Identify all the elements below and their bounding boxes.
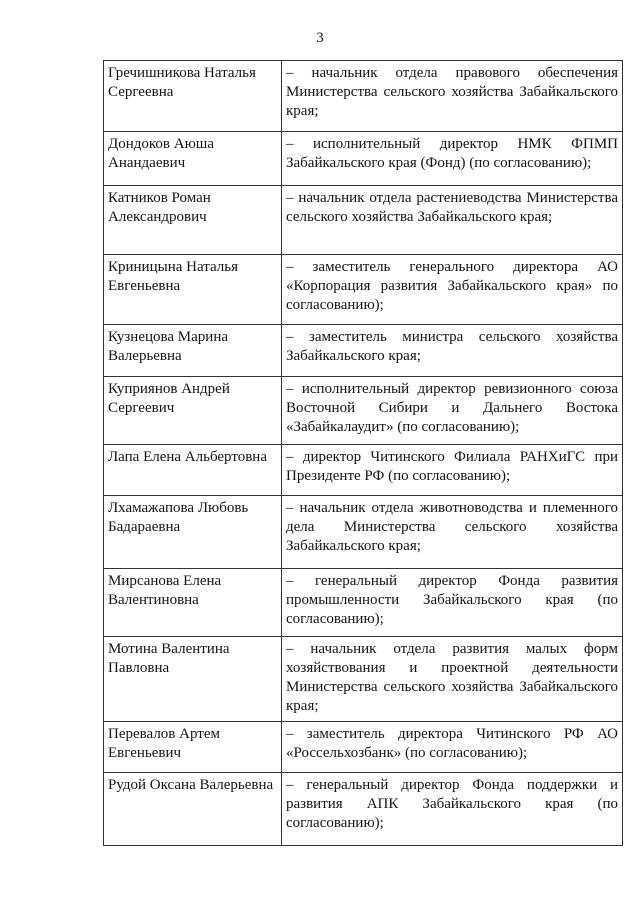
member-name: Гречишникова Наталья Сергеевна [104, 61, 282, 132]
member-role: – начальник отдела животноводства и племенного дела Министерства сельского хозяйства Забайкальского края; [282, 496, 623, 569]
member-role: – исполнительный директор ревизионного союза Восточной Сибири и Дальнего Востока «Забайкалаудит» (по согласованию); [282, 377, 623, 445]
table-row [104, 132, 623, 186]
member-role: – директор Читинского Филиала РАНХиГС при Президенте РФ (по согласованию); [282, 445, 623, 496]
table-row [104, 569, 623, 637]
member-name: Мирсанова Елена Валентиновна [104, 569, 282, 637]
table-row [104, 255, 623, 325]
member-role: – начальник отдела развития малых форм хозяйствования и проектной деятельности Министерства сельского хозяйства Забайкальского края; [282, 637, 623, 722]
member-name: Криницына Наталья Евгеньевна [104, 255, 282, 325]
table-row [104, 186, 623, 255]
member-name: Кузнецова Марина Валерьевна [104, 325, 282, 377]
member-name: Лхамажапова Любовь Бадараевна [104, 496, 282, 569]
table-row [104, 722, 623, 773]
member-role: – генеральный директор Фонда развития промышленности Забайкальского края (по согласованию); [282, 569, 623, 637]
member-name: Рудой Оксана Валерьевна [104, 773, 282, 846]
member-name: Перевалов Артем Евгеньевич [104, 722, 282, 773]
member-role: – заместитель директора Читинского РФ АО «Россельхозбанк» (по согласованию); [282, 722, 623, 773]
member-name: Дондоков Аюша Анандаевич [104, 132, 282, 186]
member-name: Катников Роман Александрович [104, 186, 282, 255]
table-row [104, 325, 623, 377]
member-role: – заместитель генерального директора АО «Корпорация развития Забайкальского края» по согласованию); [282, 255, 623, 325]
member-role: – начальник отдела растениеводства Министерства сельского хозяйства Забайкальского края; [282, 186, 623, 255]
table-row [104, 496, 623, 569]
member-role: – заместитель министра сельского хозяйства Забайкальского края; [282, 325, 623, 377]
member-role: – начальник отдела правового обеспечения Министерства сельского хозяйства Забайкальского края; [282, 61, 623, 132]
member-role: – исполнительный директор НМК ФПМП Забайкальского края (Фонд) (по согласованию); [282, 132, 623, 186]
page-number: 3 [316, 30, 324, 46]
table-row [104, 773, 623, 846]
members-table [103, 60, 623, 846]
table-row [104, 637, 623, 722]
member-name: Мотина Валентина Павловна [104, 637, 282, 722]
member-name: Лапа Елена Альбертовна [104, 445, 282, 496]
table-row [104, 61, 623, 132]
member-role: – генеральный директор Фонда поддержки и развития АПК Забайкальского края (по согласованию); [282, 773, 623, 846]
table-row [104, 377, 623, 445]
members-table-body [104, 61, 623, 846]
table-row [104, 445, 623, 496]
member-name: Куприянов Андрей Сергеевич [104, 377, 282, 445]
